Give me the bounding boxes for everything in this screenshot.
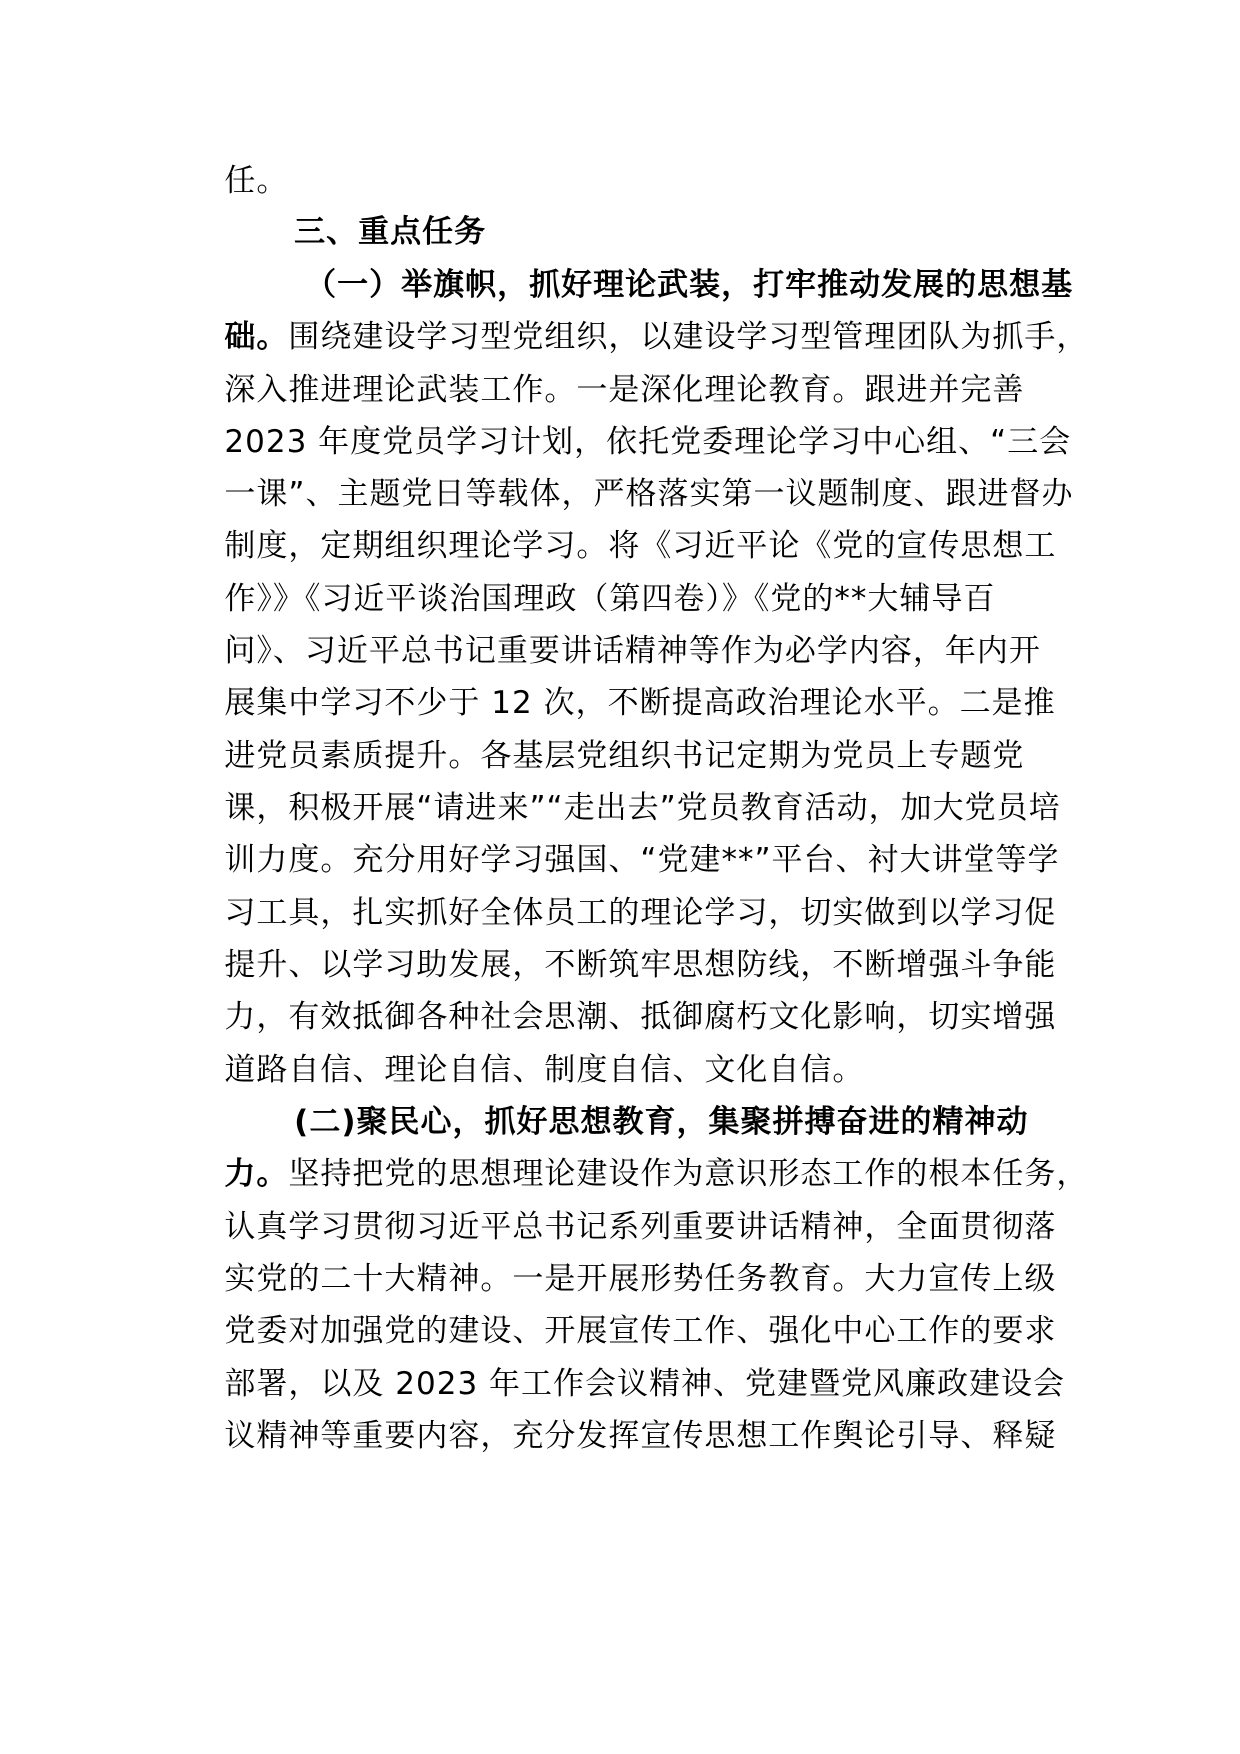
text-run: 问》、习近平总书记重要讲话精神等作为必学内容，年内开: [224, 633, 1041, 669]
text-run: 一课”、主题党日等载体，严格落实第一议题制度、跟进督办: [224, 476, 1074, 512]
text-run: 深入推进理论武装工作。一是深化理论教育。跟进并完善: [224, 372, 1025, 408]
text-run: 实党的二十大精神。一是开展形势任务教育。大力宣传上级: [224, 1261, 1057, 1297]
text-run: 任。: [224, 163, 289, 199]
text-run: 三、重点任务: [294, 214, 487, 250]
text-run: 习工具，扎实抓好全体员工的理论学习，切实做到以学习促: [224, 895, 1057, 931]
text-run: 课，积极开展“请进来”“走出去”党员教育活动，加大党员培: [224, 790, 1061, 826]
text-run: (二)聚民心，抓好思想教育，集聚拼搏奋进的精神动: [294, 1104, 1029, 1140]
text-run: 围绕建设学习型党组织，以建设学习型管理团队为抓手，: [288, 319, 1089, 355]
text-run: 提升、以学习助发展，不断筑牢思想防线，不断增强斗争能: [224, 947, 1057, 983]
text-run: 进党员素质提升。各基层党组织书记定期为党员上专题党: [224, 738, 1025, 774]
text-run: 议精神等重要内容，充分发挥宣传思想工作舆论引导、释疑: [224, 1418, 1057, 1454]
text-run: 力，有效抵御各种社会思潮、抵御腐朽文化影响，切实增强: [224, 999, 1057, 1035]
text-run: 部署，以及 2023 年工作会议精神、党建暨党风廉政建设会: [224, 1366, 1066, 1402]
text-run: 础。: [224, 319, 289, 355]
text-run: 展集中学习不少于 12 次，不断提高政治理论水平。二是推: [224, 685, 1056, 721]
text-run: 训力度。充分用好学习强国、“党建**”平台、衬大讲堂等学: [224, 842, 1060, 878]
text-run: 2023 年度党员学习计划，依托党委理论学习中心组、“三会: [224, 424, 1072, 460]
text-run: 道路自信、理论自信、制度自信、文化自信。: [224, 1052, 865, 1088]
text-run: 制度，定期组织理论学习。将《习近平论《党的宣传思想工: [224, 528, 1057, 564]
text-run: 坚持把党的思想理论建设作为意识形态工作的根本任务，: [288, 1156, 1089, 1192]
text-run: 作》》《习近平谈治国理政（第四卷）》《党的**大辅导百: [224, 581, 996, 617]
text-run: 认真学习贯彻习近平总书记系列重要讲话精神，全面贯彻落: [224, 1209, 1057, 1245]
text-run: 党委对加强党的建设、开展宣传工作、强化中心工作的要求: [224, 1313, 1057, 1349]
text-run: （一）举旗帜，抓好理论武装，打牢推动发展的思想基: [305, 267, 1074, 303]
body-text-line: [181, 1376, 1056, 1496]
text-run: 力。: [224, 1156, 289, 1192]
